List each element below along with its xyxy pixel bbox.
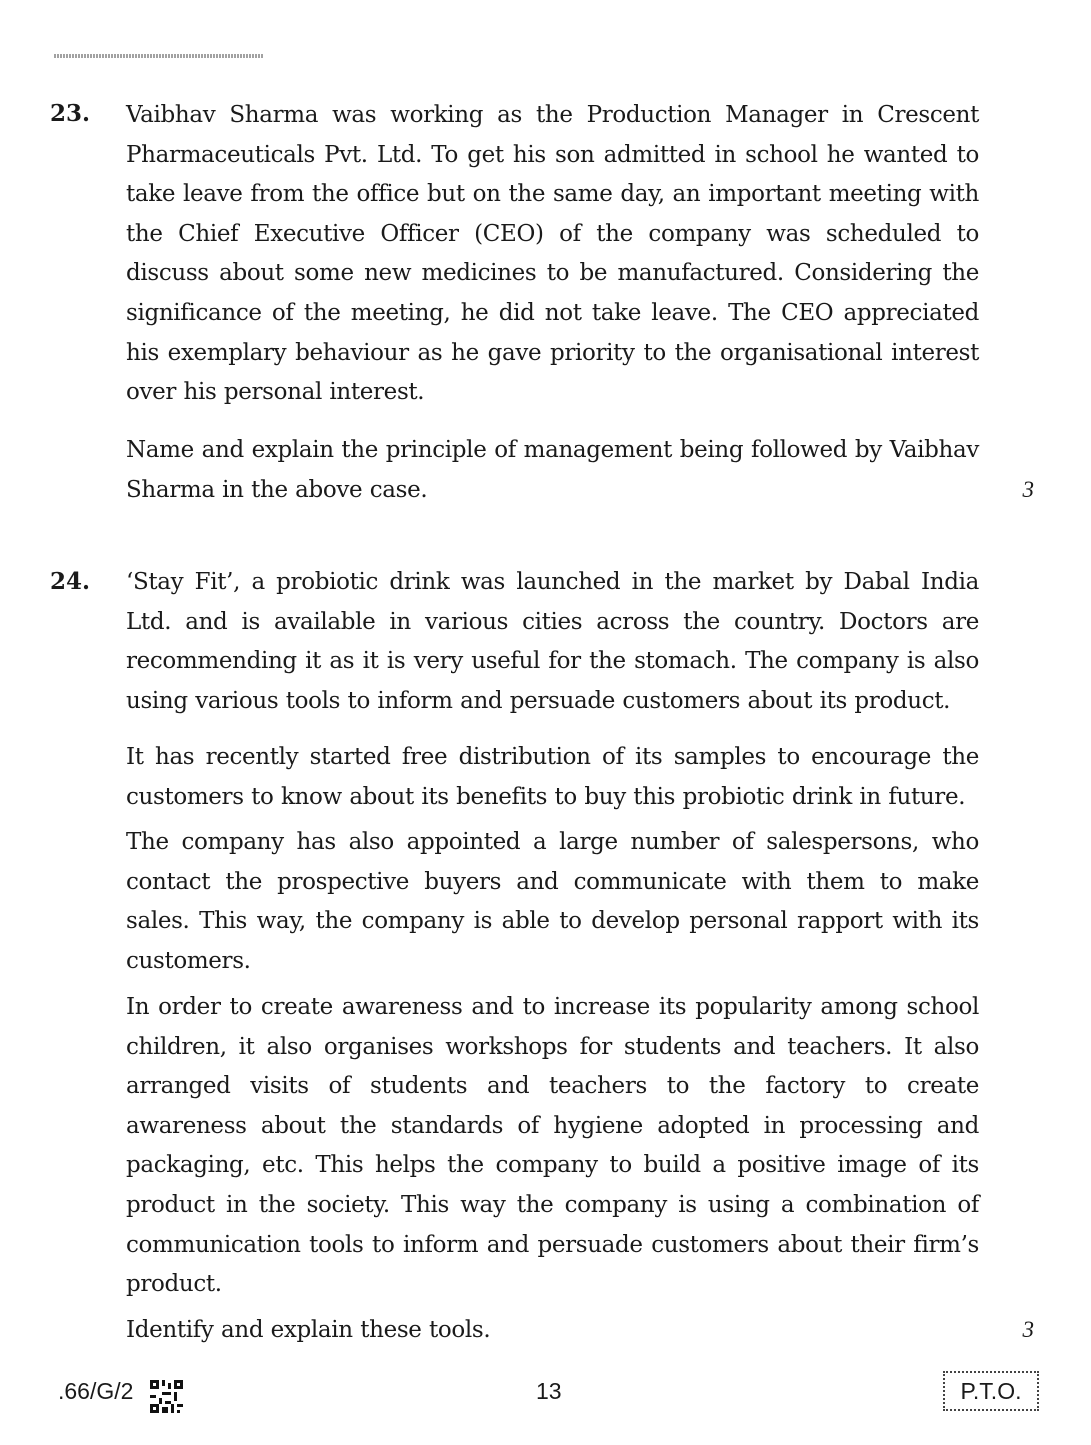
qr-code-icon (150, 1380, 183, 1413)
question-23-marks: 3 (1022, 477, 1034, 502)
question-23-number: 23. (50, 100, 91, 127)
question-24-prompt: Identify and explain these tools. (126, 1317, 491, 1343)
question-24-paragraph-3: The company has also appointed a large number of salespersons, who contact the prospective buyers and communicate with them to make sales. This way, the company is able to develop personal rapport with its customers. (126, 829, 979, 974)
question-24-paragraph-2: It has recently started free distribution of its samples to encourage the customers to know about its benefits to buy this probiotic drink in future. (126, 744, 979, 810)
question-24-number: 24. (50, 568, 91, 595)
question-24-paragraph-4: In order to create awareness and to increase its popularity among school children, it also organises workshops for students and teachers. It also arranged visits of students and teachers to the factory to create awareness about the standards of hygiene adopted in processing and packaging, etc. This helps the company to build a positive image of its product in the society. This way the company is using a combination of communication tools to inform and persuade customers about their firm’s product. (126, 994, 979, 1298)
header-security-strip (54, 54, 264, 58)
question-23-text: Vaibhav Sharma was working as the Production Manager in Crescent Pharmaceuticals Pvt. Ltd. To get his son admitted in school he wanted to take leave from the office but on the same day, an important meeting with the Chief Executive Officer (CEO) of the company was scheduled to discuss about some new medicines to be manufactured. Considering the significance of the meeting, he did not take leave. The CEO appreciated his exemplary behaviour as he gave priority to the organisational interest over his personal interest. (126, 102, 979, 406)
page-number: 13 (536, 1378, 562, 1404)
question-23-prompt: Name and explain the principle of management being followed by Vaibhav Sharma in the above case. (126, 437, 979, 503)
question-24-text: ‘Stay Fit’, a probiotic drink was launched in the market by Dabal India Ltd. and is available in various cities across the country. Doctors are recommending it as it is very useful for the stomach. The company is also using various tools to inform and persuade customers about its product. (126, 569, 979, 714)
question-24-marks: 3 (1022, 1317, 1034, 1342)
paper-code: .66/G/2 (58, 1378, 134, 1404)
pto-box: P.T.O. (943, 1371, 1039, 1411)
